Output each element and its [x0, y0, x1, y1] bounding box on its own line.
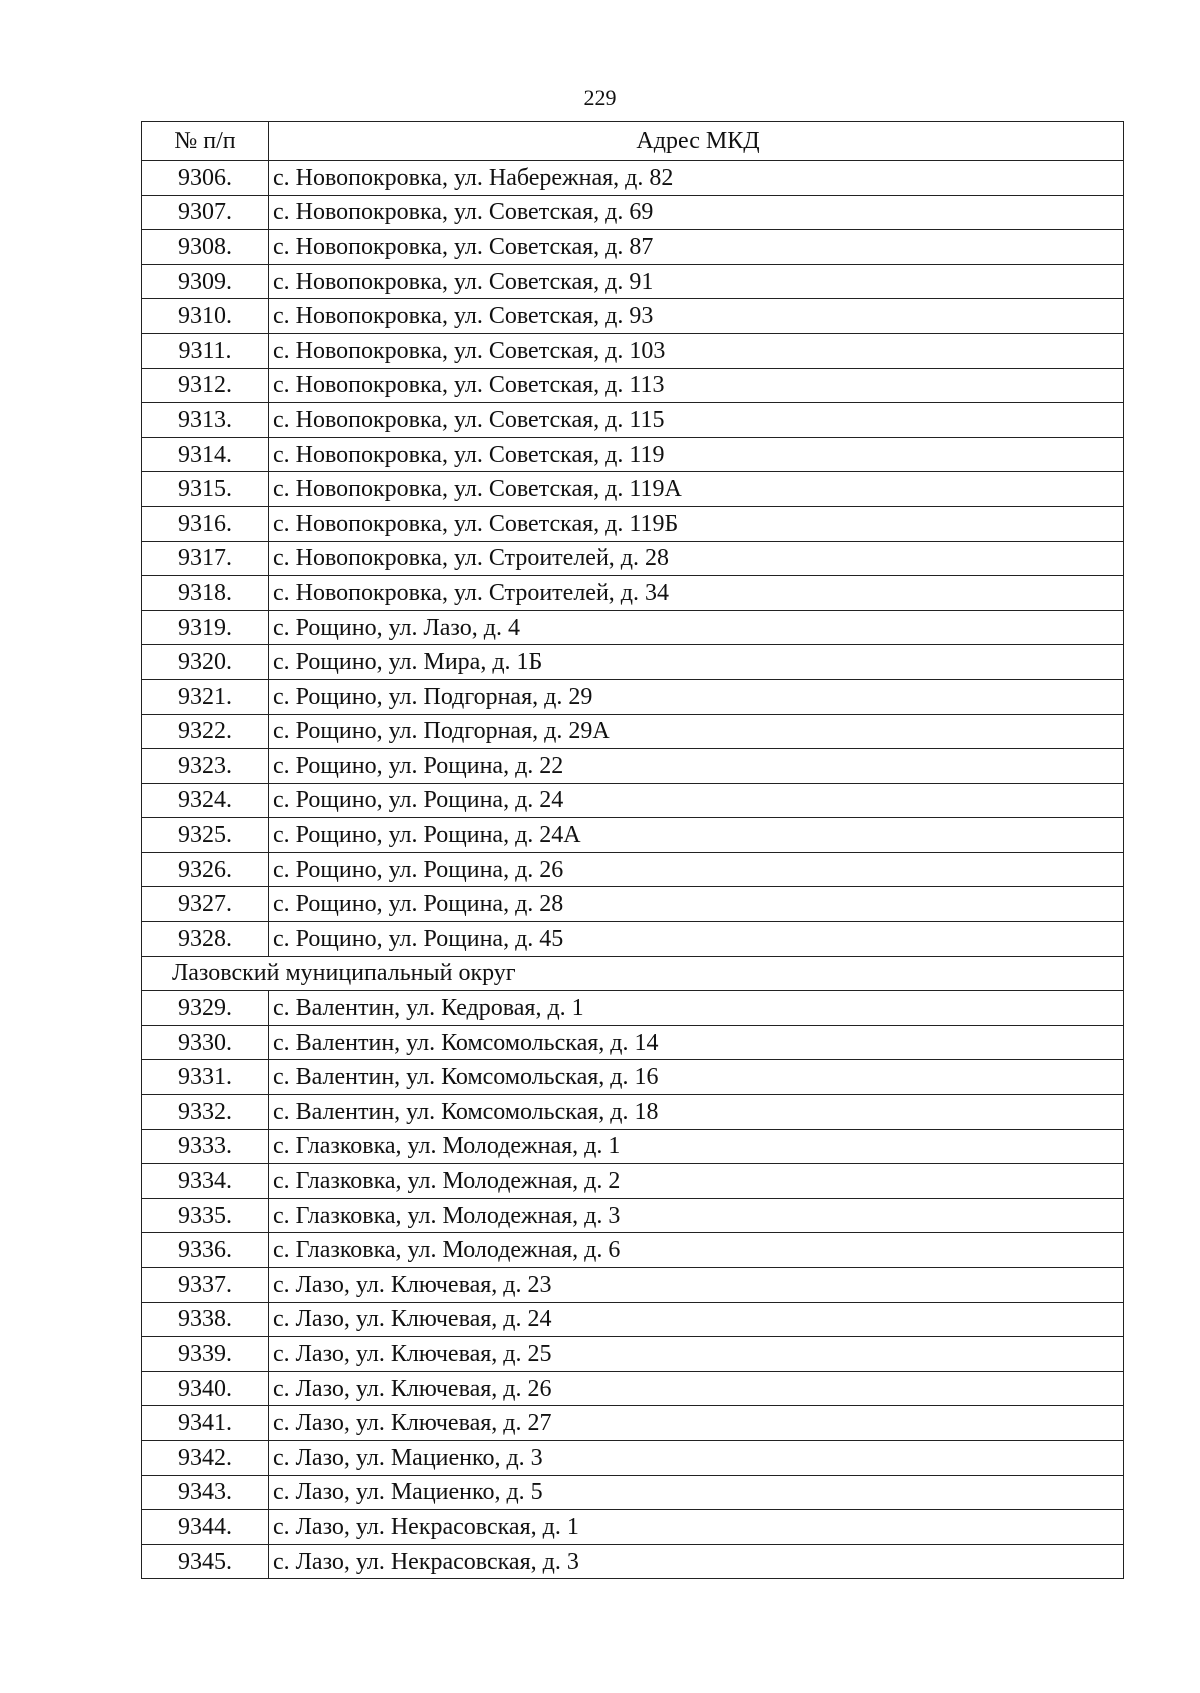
header-address: Адрес МКД [269, 122, 1124, 161]
row-number: 9315. [142, 472, 269, 507]
table-header-row [142, 122, 1124, 161]
row-number: 9340. [142, 1371, 269, 1406]
row-number: 9334. [142, 1164, 269, 1199]
row-number: 9316. [142, 506, 269, 541]
row-number: 9341. [142, 1406, 269, 1441]
row-address: с. Новопокровка, ул. Советская, д. 119 [269, 437, 1124, 472]
row-address: с. Новопокровка, ул. Советская, д. 87 [269, 230, 1124, 265]
table-row [142, 368, 1124, 403]
row-number: 9320. [142, 645, 269, 680]
header-num: № п/п [142, 122, 269, 161]
row-number: 9310. [142, 299, 269, 334]
table-row [142, 437, 1124, 472]
row-address: с. Лазо, ул. Мациенко, д. 3 [269, 1440, 1124, 1475]
table-row [142, 264, 1124, 299]
table-row [142, 1510, 1124, 1545]
row-number: 9306. [142, 161, 269, 196]
row-address: с. Новопокровка, ул. Строителей, д. 28 [269, 541, 1124, 576]
table-row [142, 1337, 1124, 1372]
row-number: 9307. [142, 195, 269, 230]
row-number: 9311. [142, 333, 269, 368]
row-number: 9338. [142, 1302, 269, 1337]
table-body [142, 161, 1124, 1579]
row-address: с. Рощино, ул. Лазо, д. 4 [269, 610, 1124, 645]
table-row [142, 299, 1124, 334]
row-address: с. Лазо, ул. Ключевая, д. 24 [269, 1302, 1124, 1337]
table-row [142, 230, 1124, 265]
row-number: 9312. [142, 368, 269, 403]
row-address: с. Лазо, ул. Ключевая, д. 27 [269, 1406, 1124, 1441]
row-address: с. Новопокровка, ул. Советская, д. 113 [269, 368, 1124, 403]
row-address: с. Новопокровка, ул. Строителей, д. 34 [269, 576, 1124, 611]
table-row [142, 887, 1124, 922]
table-row [142, 1233, 1124, 1268]
table-row [142, 749, 1124, 784]
row-address: с. Рощино, ул. Рощина, д. 22 [269, 749, 1124, 784]
table-row [142, 645, 1124, 680]
row-number: 9329. [142, 991, 269, 1026]
row-address: с. Рощино, ул. Рощина, д. 45 [269, 922, 1124, 957]
table-row [142, 576, 1124, 611]
row-address: с. Новопокровка, ул. Советская, д. 91 [269, 264, 1124, 299]
row-address: с. Валентин, ул. Кедровая, д. 1 [269, 991, 1124, 1026]
table-row [142, 610, 1124, 645]
row-address: с. Новопокровка, ул. Советская, д. 119Б [269, 506, 1124, 541]
row-number: 9343. [142, 1475, 269, 1510]
row-number: 9326. [142, 852, 269, 887]
table-row [142, 472, 1124, 507]
table-row [142, 506, 1124, 541]
row-number: 9321. [142, 679, 269, 714]
row-address: с. Новопокровка, ул. Набережная, д. 82 [269, 161, 1124, 196]
row-address: с. Рощино, ул. Рощина, д. 24А [269, 818, 1124, 853]
table-row [142, 991, 1124, 1026]
row-number: 9318. [142, 576, 269, 611]
row-address: с. Валентин, ул. Комсомольская, д. 14 [269, 1025, 1124, 1060]
table-row [142, 195, 1124, 230]
row-number: 9319. [142, 610, 269, 645]
row-number: 9337. [142, 1268, 269, 1303]
table-row [142, 1198, 1124, 1233]
table-row [142, 818, 1124, 853]
row-address: с. Лазо, ул. Ключевая, д. 25 [269, 1337, 1124, 1372]
table-row [142, 1302, 1124, 1337]
row-address: с. Новопокровка, ул. Советская, д. 69 [269, 195, 1124, 230]
row-address: с. Лазо, ул. Мациенко, д. 5 [269, 1475, 1124, 1510]
section-row [142, 956, 1124, 991]
row-address: с. Глазковка, ул. Молодежная, д. 6 [269, 1233, 1124, 1268]
row-address: с. Валентин, ул. Комсомольская, д. 16 [269, 1060, 1124, 1095]
table-row [142, 1095, 1124, 1130]
row-number: 9327. [142, 887, 269, 922]
row-number: 9308. [142, 230, 269, 265]
row-address: с. Лазо, ул. Некрасовская, д. 1 [269, 1510, 1124, 1545]
section-title: Лазовский муниципальный округ [142, 956, 1124, 991]
row-address: с. Глазковка, ул. Молодежная, д. 2 [269, 1164, 1124, 1199]
row-number: 9335. [142, 1198, 269, 1233]
page-number: 229 [583, 85, 617, 110]
table-row [142, 1164, 1124, 1199]
row-address: с. Рощино, ул. Мира, д. 1Б [269, 645, 1124, 680]
table-row [142, 1129, 1124, 1164]
row-number: 9331. [142, 1060, 269, 1095]
row-address: с. Лазо, ул. Ключевая, д. 23 [269, 1268, 1124, 1303]
row-number: 9332. [142, 1095, 269, 1130]
row-number: 9313. [142, 403, 269, 438]
row-address: с. Рощино, ул. Подгорная, д. 29 [269, 679, 1124, 714]
row-number: 9322. [142, 714, 269, 749]
row-address: с. Рощино, ул. Рощина, д. 28 [269, 887, 1124, 922]
row-address: с. Лазо, ул. Некрасовская, д. 3 [269, 1544, 1124, 1579]
table-row [142, 1060, 1124, 1095]
table-row [142, 1371, 1124, 1406]
row-number: 9309. [142, 264, 269, 299]
table-row [142, 714, 1124, 749]
table-row [142, 1475, 1124, 1510]
table-row [142, 541, 1124, 576]
row-number: 9333. [142, 1129, 269, 1164]
table-row [142, 852, 1124, 887]
row-address: с. Глазковка, ул. Молодежная, д. 3 [269, 1198, 1124, 1233]
table-row [142, 403, 1124, 438]
row-number: 9325. [142, 818, 269, 853]
row-address: с. Новопокровка, ул. Советская, д. 119А [269, 472, 1124, 507]
row-number: 9330. [142, 1025, 269, 1060]
row-number: 9324. [142, 783, 269, 818]
table-row [142, 1406, 1124, 1441]
table-row [142, 679, 1124, 714]
mkd-address-table [141, 121, 1124, 1579]
row-number: 9323. [142, 749, 269, 784]
row-address: с. Глазковка, ул. Молодежная, д. 1 [269, 1129, 1124, 1164]
row-number: 9345. [142, 1544, 269, 1579]
table-row [142, 783, 1124, 818]
row-address: с. Валентин, ул. Комсомольская, д. 18 [269, 1095, 1124, 1130]
row-address: с. Новопокровка, ул. Советская, д. 93 [269, 299, 1124, 334]
row-number: 9336. [142, 1233, 269, 1268]
row-number: 9339. [142, 1337, 269, 1372]
table-row [142, 333, 1124, 368]
row-address: с. Рощино, ул. Подгорная, д. 29А [269, 714, 1124, 749]
row-number: 9342. [142, 1440, 269, 1475]
table-row [142, 922, 1124, 957]
row-address: с. Рощино, ул. Рощина, д. 26 [269, 852, 1124, 887]
row-number: 9328. [142, 922, 269, 957]
row-number: 9344. [142, 1510, 269, 1545]
table-row [142, 161, 1124, 196]
row-number: 9314. [142, 437, 269, 472]
row-address: с. Лазо, ул. Ключевая, д. 26 [269, 1371, 1124, 1406]
table-row [142, 1440, 1124, 1475]
table-row [142, 1025, 1124, 1060]
table-row [142, 1268, 1124, 1303]
row-address: с. Новопокровка, ул. Советская, д. 115 [269, 403, 1124, 438]
row-address: с. Рощино, ул. Рощина, д. 24 [269, 783, 1124, 818]
table-row [142, 1544, 1124, 1579]
row-number: 9317. [142, 541, 269, 576]
row-address: с. Новопокровка, ул. Советская, д. 103 [269, 333, 1124, 368]
